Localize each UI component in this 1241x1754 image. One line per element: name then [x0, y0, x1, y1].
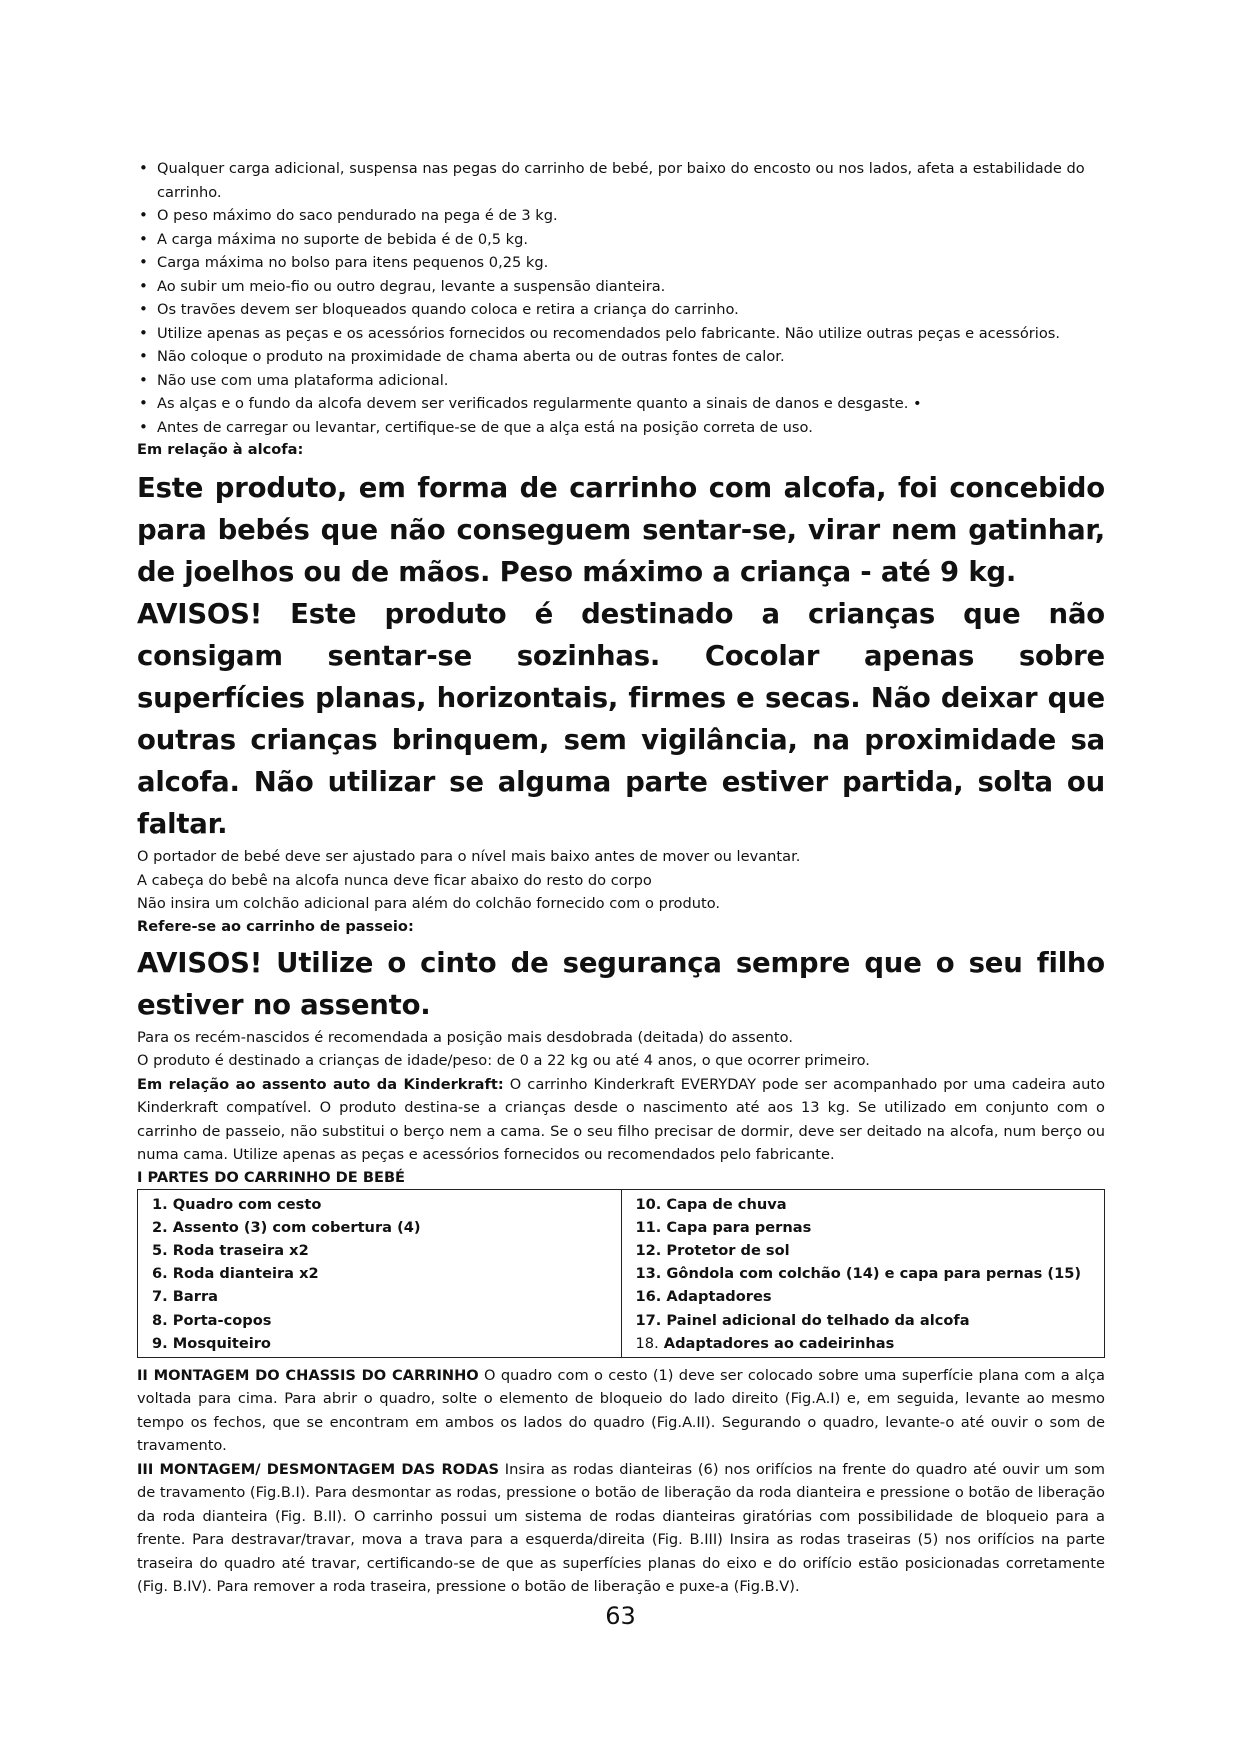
- parts-column-right: [621, 1189, 1105, 1357]
- part-item: 17. Painel adicional do telhado da alcofa: [635, 1311, 970, 1329]
- part-item: 7. Barra: [152, 1288, 218, 1306]
- page-number: 63: [605, 1602, 636, 1630]
- part-item: 10. Capa de chuva: [635, 1195, 787, 1213]
- assento-auto-text: O carrinho Kinderkraft EVERYDAY pode ser acompanhado por uma cadeira auto Kinderkraft compatível. O produto destina-se a crianças desde o nascimento até aos 13 kg. Se utilizado em conjunto com o carrinho de passeio, não substitui o berço nem a cama. Se o seu filho precisar de dormir, deve ser deitado na alcofa, num berço ou numa cama. Utilize apenas as peças e acessórios fornecidos ou recomendados pelo fabricante.: [137, 1075, 1106, 1163]
- passeio-note-2: O produto é destinado a crianças de idade/peso: de 0 a 22 kg ou até 4 anos, o que ocorrer primeiro.: [137, 1052, 870, 1069]
- manual-page: [137, 157, 1105, 1599]
- montagem-text: O quadro com o cesto (1) deve ser colocado sobre uma superfície plana com a alça voltada para cima. Para abrir o quadro, solte o elemento de bloqueio do lado direito (Fig.A.I) e, em seguida, levante ao mesmo tempo os fechos, que se encontram em ambos os lados do quadro (Fig.A.II). Segurando o quadro, levante-o até ouvir o som de travamento.: [137, 1366, 1105, 1455]
- assento-auto-label: Em relação ao assento auto da Kinderkraft:: [137, 1075, 504, 1093]
- montagem-label: II MONTAGEM DO CHASSIS DO CARRINHO: [137, 1366, 479, 1384]
- list-item: • Ao subir um meio-fio ou outro degrau, levante a suspensão dianteira.: [137, 275, 1105, 299]
- warning-list: [137, 157, 1105, 439]
- part-item: 1. Quadro com cesto: [152, 1195, 322, 1213]
- part-item: 8. Porta-copos: [152, 1311, 272, 1329]
- alcofa-warning: AVISOS! Este produto é destinado a crianças que não consigam sentar-se sozinhas. Cocolar apenas sobre superfícies planas, horizontais, firmes e secas. Não deixar que outras crianças brinquem, sem vigilância, na proximidade sa alcofa. Não utilizar se alguma parte estiver partida, solta ou faltar.: [137, 598, 1105, 840]
- rodas-label: III MONTAGEM/ DESMONTAGEM DAS RODAS: [137, 1460, 500, 1478]
- rodas-paragraph: [137, 1458, 1105, 1599]
- list-item: • Antes de carregar ou levantar, certifique-se de que a alça está na posição correta de uso.: [137, 416, 1105, 440]
- assento-auto-paragraph: [137, 1073, 1105, 1167]
- part-item: 11. Capa para pernas: [635, 1218, 812, 1236]
- part-item: 16. Adaptadores: [635, 1288, 772, 1306]
- parts-table: [137, 1189, 1105, 1358]
- part-number: 18.: [635, 1334, 659, 1352]
- montagem-paragraph: [137, 1364, 1105, 1458]
- rodas-text: Insira as rodas dianteiras (6) nos orifícios na frente do quadro até ouvir um som de travamento (Fig.B.I). Para desmontar as rodas, pressione o botão de liberação da roda dianteira e pressione o botão de liberação da roda dianteira (Fig. B.II). O carrinho possui um sistema de rodas dianteiras giratórias com possibilidade de bloqueio para a frente. Para destravar/travar, mova a trava para a esquerda/direita (Fig. B.III) Insira as rodas traseiras (5) nos orifícios na parte traseira do quadro até travar, certificando-se de que as superfícies planas do eixo e do orifício estão posicionadas corretamente (Fig. B.IV). Para remover a roda traseira, pressione o botão de liberação e puxe-a (Fig.B.V).: [137, 1460, 1106, 1596]
- part-item: 2. Assento (3) com cobertura (4): [152, 1218, 421, 1236]
- list-item: • Qualquer carga adicional, suspensa nas pegas do carrinho de bebé, por baixo do encosto ou nos lados, afeta a estabilidade do carrinho.: [137, 157, 1105, 204]
- passeio-note-1: Para os recém-nascidos é recomendada a posição mais desdobrada (deitada) do assento.: [137, 1028, 793, 1046]
- passeio-label: Refere-se ao carrinho de passeio:: [137, 917, 414, 935]
- alcofa-label: Em relação à alcofa:: [137, 441, 304, 458]
- alcofa-note-2: A cabeça do bebê na alcofa nunca deve ficar abaixo do resto do corpo: [137, 871, 652, 889]
- list-item: • Não use com uma plataforma adicional.: [137, 369, 1105, 393]
- part-item: 9. Mosquiteiro: [152, 1334, 271, 1352]
- list-item: • A carga máxima no suporte de bebida é de 0,5 kg.: [137, 228, 1105, 252]
- list-item: • Não coloque o produto na proximidade de chama aberta ou de outras fontes de calor.: [137, 345, 1105, 369]
- part-item: [636, 1332, 1091, 1355]
- part-label: Adaptadores ao cadeirinhas: [658, 1334, 895, 1352]
- alcofa-note-1: O portador de bebé deve ser ajustado para o nível mais baixo antes de mover ou levantar.: [137, 848, 801, 865]
- part-item: 13. Gôndola com colchão (14) e capa para pernas (15): [635, 1265, 1082, 1283]
- alcofa-product-statement: Este produto, em forma de carrinho com alcofa, foi concebido para bebés que não conseguem sentar-se, virar nem gatinhar, de joelhos ou de mãos. Peso máximo a criança - até 9 kg.: [137, 472, 1105, 588]
- list-item: • As alças e o fundo da alcofa devem ser verificados regularmente quanto a sinais de danos e desgaste. •: [137, 392, 1105, 416]
- list-item: • O peso máximo do saco pendurado na pega é de 3 kg.: [137, 204, 1105, 228]
- list-item: • Utilize apenas as peças e os acessórios fornecidos ou recomendados pelo fabricante. Não utilize outras peças e acessórios.: [137, 322, 1105, 346]
- alcofa-note-3: Não insira um colchão adicional para além do colchão fornecido com o produto.: [137, 895, 721, 912]
- parts-column-left: [138, 1189, 622, 1357]
- partes-title: I PARTES DO CARRINHO DE BEBÉ: [137, 1168, 406, 1186]
- part-item: 6. Roda dianteira x2: [152, 1265, 319, 1283]
- list-item: • Carga máxima no bolso para itens pequenos 0,25 kg.: [137, 251, 1105, 275]
- part-item: 5. Roda traseira x2: [152, 1241, 309, 1259]
- list-item: • Os travões devem ser bloqueados quando coloca e retira a criança do carrinho.: [137, 298, 1105, 322]
- part-item: 12. Protetor de sol: [635, 1241, 790, 1259]
- passeio-warning: AVISOS! Utilize o cinto de segurança sempre que o seu filho estiver no assento.: [137, 946, 1105, 1021]
